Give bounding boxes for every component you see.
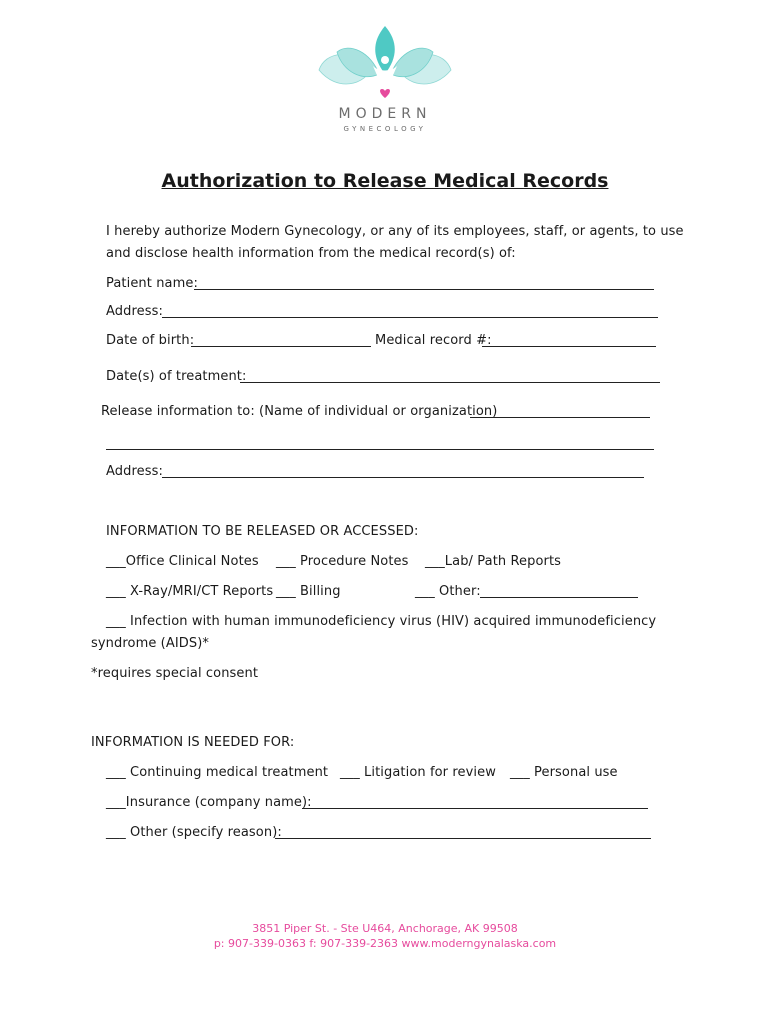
page-title: Authorization to Release Medical Records <box>161 170 609 192</box>
release-to-label: Release information to: (Name of individual or organization) <box>101 404 498 419</box>
address-field[interactable] <box>162 317 658 318</box>
option-procedure-notes[interactable]: ___ Procedure Notes <box>276 554 409 569</box>
release-address-field[interactable] <box>162 477 644 478</box>
brand-name: MODERN <box>338 106 432 122</box>
dates-treatment-label: Date(s) of treatment: <box>106 369 247 384</box>
option-xray-mri-ct[interactable]: ___ X-Ray/MRI/CT Reports <box>106 584 274 599</box>
dob-label: Date of birth: <box>106 333 195 348</box>
insurance-field[interactable] <box>302 808 648 809</box>
release-address-label: Address: <box>106 464 163 479</box>
dob-field[interactable] <box>191 346 371 347</box>
patient-name-label: Patient name: <box>106 276 198 291</box>
option-litigation[interactable]: ___ Litigation for review <box>340 765 496 780</box>
other-field[interactable] <box>480 597 638 598</box>
special-consent-note: *requires special consent <box>91 666 259 681</box>
option-personal-use[interactable]: ___ Personal use <box>510 765 618 780</box>
address-label: Address: <box>106 304 163 319</box>
option-insurance[interactable]: ___Insurance (company name): <box>106 795 312 810</box>
release-to-field[interactable] <box>470 417 650 418</box>
option-other[interactable]: ___ Other: <box>415 584 481 599</box>
option-lab-path-reports[interactable]: ___Lab/ Path Reports <box>425 554 562 569</box>
medical-record-label: Medical record #: <box>375 333 492 348</box>
option-continuing-treatment[interactable]: ___ Continuing medical treatment <box>106 765 329 780</box>
other-reason-field[interactable] <box>275 838 651 839</box>
lotus-logo-icon <box>315 22 455 100</box>
intro-line-2: and disclose health information from the medical record(s) of: <box>106 246 516 261</box>
option-other-reason[interactable]: ___ Other (specify reason): <box>106 825 282 840</box>
patient-name-field[interactable] <box>194 289 654 290</box>
brand-subname: GYNECOLOGY <box>343 125 427 133</box>
option-billing[interactable]: ___ Billing <box>276 584 341 599</box>
needed-heading: INFORMATION IS NEEDED FOR: <box>91 735 295 750</box>
release-to-field-line-2[interactable] <box>106 449 654 450</box>
option-hiv[interactable]: ___ Infection with human immunodeficiency virus (HIV) acquired immunodeficiency <box>106 614 657 629</box>
medical-record-field[interactable] <box>482 346 656 347</box>
released-heading: INFORMATION TO BE RELEASED OR ACCESSED: <box>106 524 419 539</box>
dates-treatment-field[interactable] <box>240 382 660 383</box>
footer-contact: p: 907-339-0363 f: 907-339-2363 www.moderngynalaska.com <box>213 937 557 950</box>
intro-line-1: I hereby authorize Modern Gynecology, or any of its employees, staff, or agents, to use <box>106 224 684 239</box>
footer-address: 3851 Piper St. - Ste U464, Anchorage, AK 99508 <box>252 922 518 935</box>
hiv-line-2: syndrome (AIDS)* <box>91 636 209 651</box>
option-office-clinical-notes[interactable]: ___Office Clinical Notes <box>106 554 259 569</box>
